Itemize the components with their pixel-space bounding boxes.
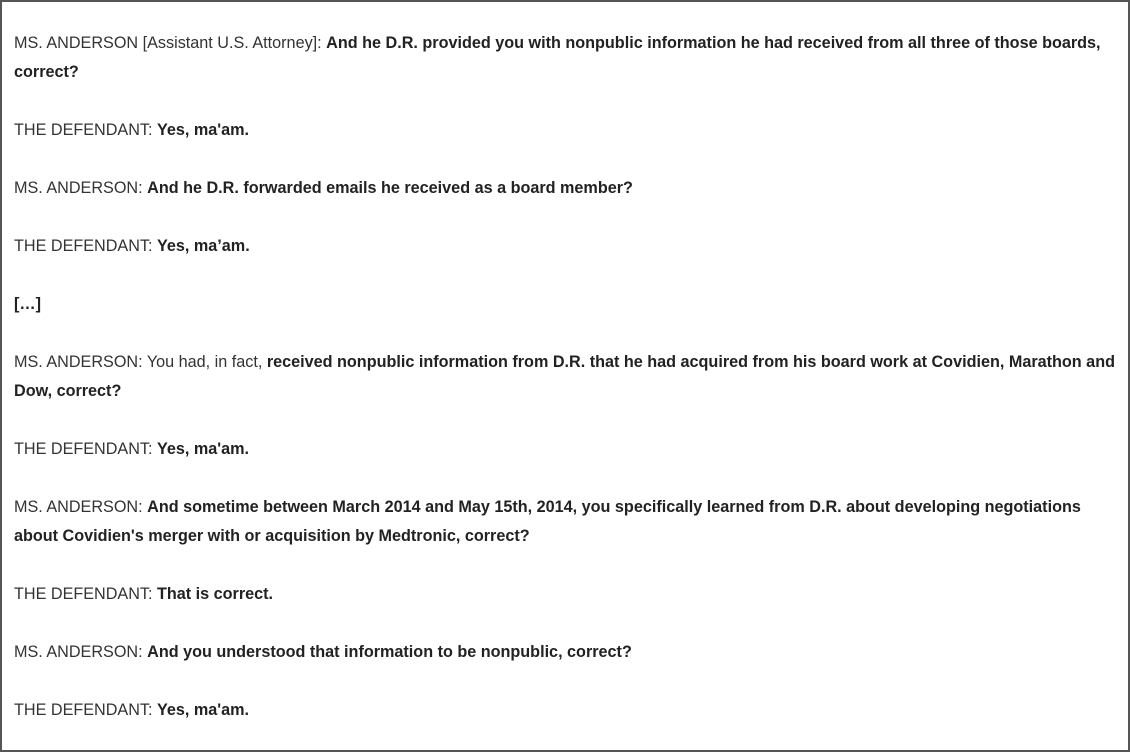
transcript-paragraph: [14, 435, 1119, 464]
transcript-paragraph: [14, 696, 1119, 725]
transcript-paragraph: [14, 580, 1119, 609]
bold-text: And he D.R. forwarded emails he received as a board member?: [147, 179, 633, 197]
bold-text: Yes, ma'am.: [157, 440, 250, 458]
bold-text: Yes, ma’am.: [157, 237, 250, 255]
transcript-paragraph: [14, 116, 1119, 145]
plain-text: You had, in fact,: [146, 353, 267, 371]
speaker-label: MS. ANDERSON [Assistant U.S. Attorney]:: [14, 34, 327, 52]
transcript-paragraph: [14, 348, 1119, 406]
transcript: [14, 29, 1119, 754]
speaker-label: MS. ANDERSON:: [14, 498, 148, 516]
speaker-label: THE DEFENDANT:: [14, 237, 157, 255]
speaker-label: MS. ANDERSON:: [14, 643, 148, 661]
speaker-label: MS. ANDERSON:: [14, 353, 147, 371]
bold-text: And sometime between March 2014 and May 15th, 2014, you specifically learned from D.R. about developing negotiations about Covidien's merger with or acquisition by Medtronic, correct?: [14, 498, 1081, 545]
speaker-label: MS. ANDERSON:: [14, 179, 148, 197]
bold-text: […]: [14, 295, 41, 313]
speaker-label: THE DEFENDANT:: [14, 121, 157, 139]
bold-text: received nonpublic information from D.R. that he had acquired from his board work at Covidien, Marathon and Dow, correct?: [14, 353, 1115, 400]
bold-text: And you understood that information to be nonpublic, correct?: [147, 643, 632, 661]
transcript-paragraph: [14, 638, 1119, 667]
speaker-label: THE DEFENDANT:: [14, 585, 157, 603]
bold-text: That is correct.: [157, 585, 274, 603]
speaker-label: THE DEFENDANT:: [14, 701, 157, 719]
transcript-paragraph: [14, 232, 1119, 261]
transcript-paragraph: [14, 174, 1119, 203]
transcript-paragraph: [14, 493, 1119, 551]
transcript-paragraph: [14, 29, 1119, 87]
bold-text: Yes, ma'am.: [157, 121, 250, 139]
bold-text: Yes, ma'am.: [157, 701, 250, 719]
speaker-label: THE DEFENDANT:: [14, 440, 157, 458]
bold-text: And he D.R. provided you with nonpublic information he had received from all three of those boards, correct?: [14, 34, 1101, 81]
ellipsis-paragraph: [14, 290, 1119, 319]
